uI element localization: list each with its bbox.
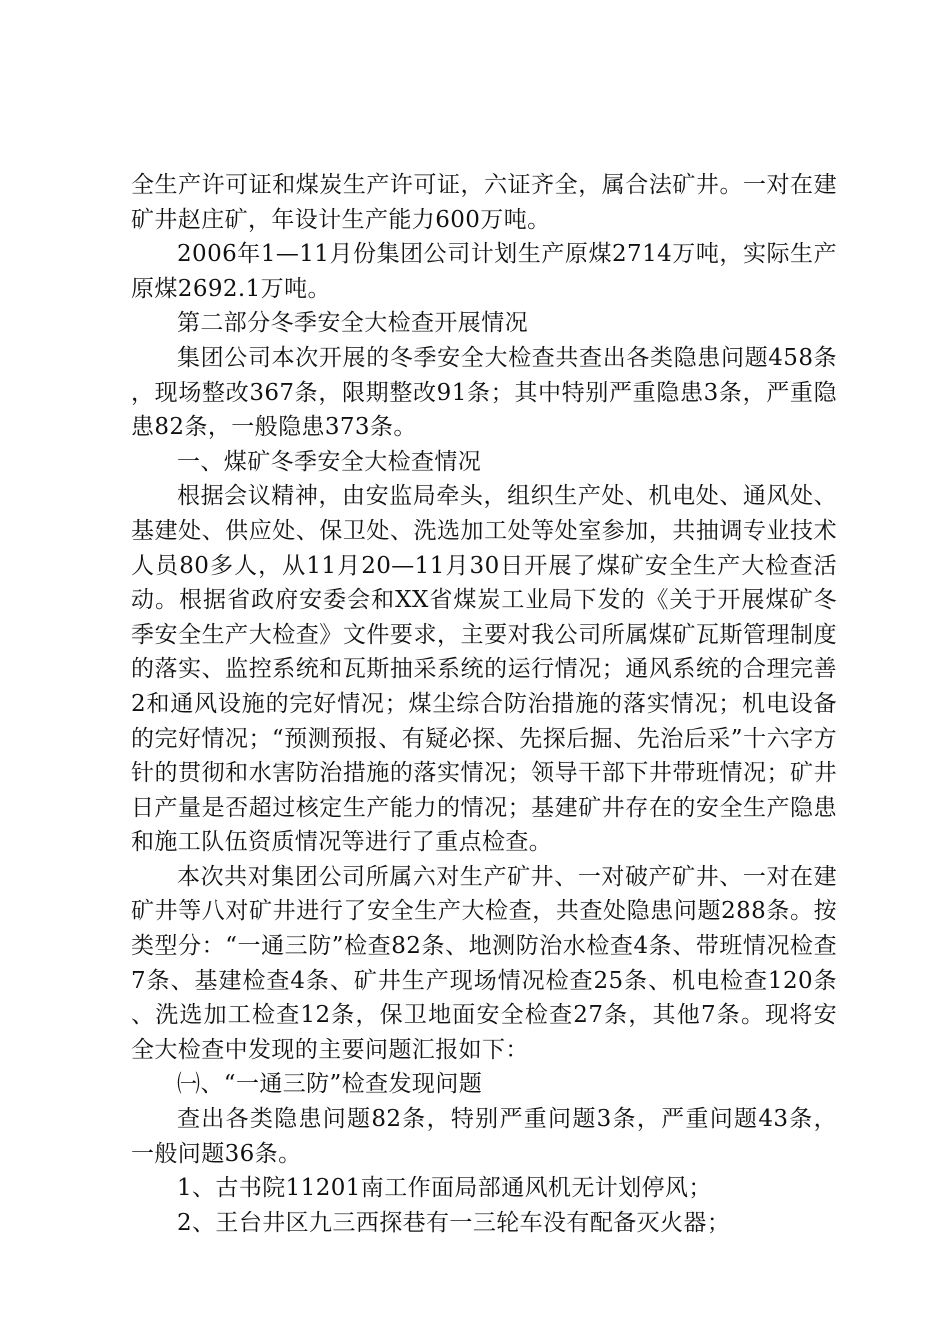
paragraph-ventilation-totals: 查出各类隐患问题82条，特别严重问题3条，严重问题43条，一般问题36条。 [131, 1106, 837, 1167]
document-page [131, 168, 837, 1240]
subsection-heading-coal-mine-check: 一、煤矿冬季安全大检查情况 [177, 448, 482, 475]
list-item-issue-1: 1、古书院11201南工作面局部通风机无计划停风； [177, 1175, 712, 1202]
paragraph-license-summary: 全生产许可证和煤炭生产许可证，六证齐全，属合法矿井。一对在建矿井赵庄矿，年设计生产能力600万吨。 [131, 172, 837, 233]
subsection-heading-ventilation-issues: ㈠、“一通三防”检查发现问题 [177, 1071, 483, 1098]
section-heading-part-two: 第二部分冬季安全大检查开展情况 [177, 310, 528, 337]
paragraph-hazard-totals: 集团公司本次开展的冬季安全大检查共查出各类隐患问题458条，现场整改367条，限期整改91条；其中特别严重隐患3条，严重隐患82条，一般隐患373条。 [131, 344, 837, 441]
paragraph-production-stats: 2006年1—11月份集团公司计划生产原煤2714万吨，实际生产原煤2692.1万吨。 [131, 241, 837, 302]
list-item-issue-2: 2、王台井区九三西探巷有一三轮车没有配备灭火器； [177, 1209, 731, 1236]
paragraph-inspection-scope: 根据会议精神，由安监局牵头，组织生产处、机电处、通风处、基建处、供应处、保卫处、洗选加工处等处室参加，共抽调专业技术人员80多人，从11月20—11月30日开展了煤矿安全生产大检查活动。根据省政府安委会和XX省煤炭工业局下发的《关于开展煤矿冬季安全生产大检查》文件要求，主要对我公司所属煤矿瓦斯管理制度的落实、监控系统和瓦斯抽采系统的运行情况；通风系统的合理完善2和通风设施的完好情况；煤尘综合防治措施的落实情况；机电设备的完好情况；“预测预报、有疑必探、先探后掘、先治后采”十六字方针的贯彻和水害防治措施的落实情况；领导干部下井带班情况；矿井日产量是否超过核定生产能力的情况；基建矿井存在的安全生产隐患和施工队伍资质情况等进行了重点检查。 [131, 483, 837, 856]
paragraph-inspection-results: 本次共对集团公司所属六对生产矿井、一对破产矿井、一对在建矿井等八对矿井进行了安全生产大检查，共查处隐患问题288条。按类型分：“一通三防”检查82条、地测防治水检查4条、带班情况检查7条、基建检查4条、矿井生产现场情况检查25条、机电检查120条、洗选加工检查12条，保卫地面安全检查27条，其他7条。现将安全大检查中发现的主要问题汇报如下： [131, 863, 837, 1063]
